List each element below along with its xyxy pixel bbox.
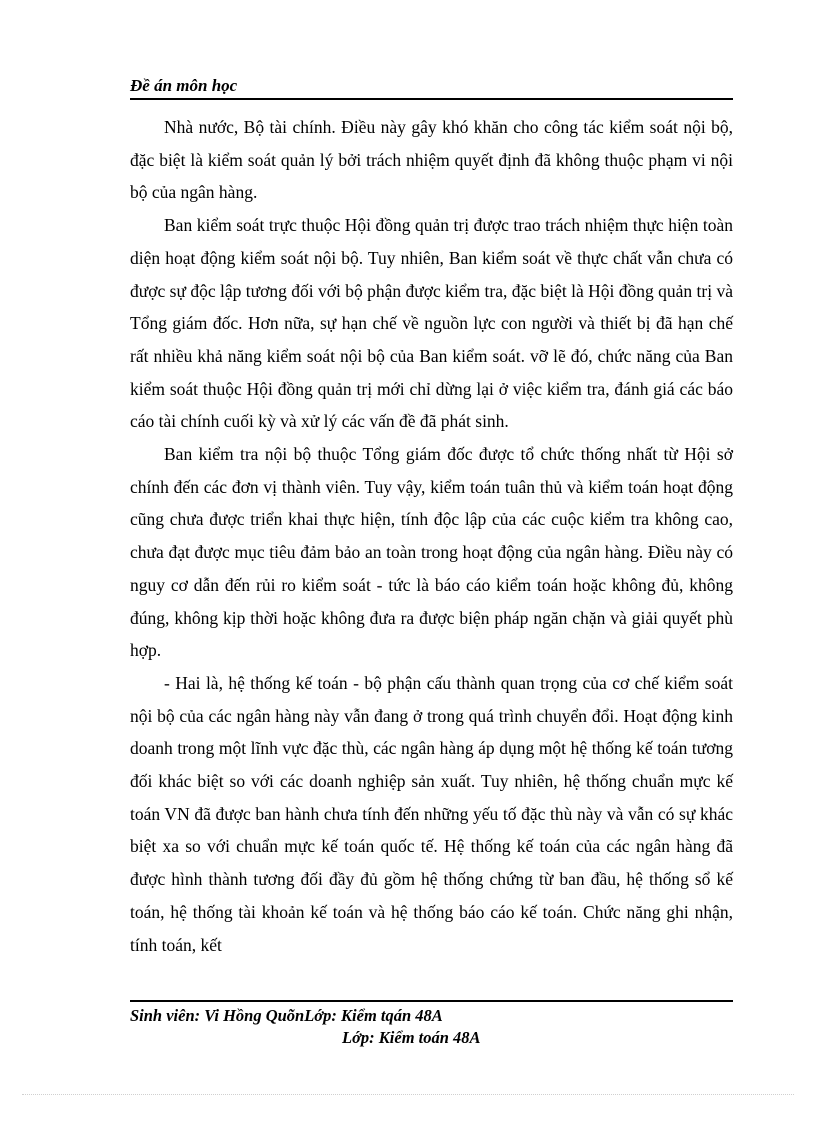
- page-edge-divider: [22, 1094, 794, 1095]
- paragraph: Ban kiểm soát trực thuộc Hội đồng quản trị được trao trách nhiệm thực hiện toàn diện hoạt động kiểm soát nội bộ. Tuy nhiên, Ban kiểm soát về thực chất vẫn chưa có được sự độc lập tương đối với bộ phận được kiểm tra, đặc biệt là Hội đồng quản trị và Tổng giám đốc. Hơn nữa, sự hạn chế về nguồn lực con người và thiết bị đã hạn chế rất nhiều khả năng kiểm soát nội bộ của Ban kiểm soát. vỡ lẽ đó, chức năng của Ban kiểm soát thuộc Hội đồng quản trị mới chỉ dừng lại ở việc kiểm tra, đánh giá các báo cáo tài chính cuối kỳ và xử lý các vấn đề đã phát sinh.: [130, 215, 733, 432]
- footer-class: Lớp: Kiểm toán 48A: [342, 1028, 481, 1047]
- header-title: Đề án môn học: [130, 76, 238, 95]
- paragraph: Ban kiểm tra nội bộ thuộc Tổng giám đốc được tổ chức thống nhất từ Hội sở chính đến các đơn vị thành viên. Tuy vậy, kiểm toán tuân thủ và kiểm toán hoạt động cũng chưa được triển khai thực hiện, tính độc lập của các cuộc kiểm tra không cao, chưa đạt được mục tiêu đảm bảo an toàn trong hoạt động của ngân hàng. Điều này có nguy cơ dẫn đến rủi ro kiểm soát - tức là báo cáo kiểm toán hoặc không đủ, không đúng, không kịp thời hoặc không đưa ra được biện pháp ngăn chặn và giải quyết phù hợp.: [130, 444, 733, 661]
- paragraph: - Hai là, hệ thống kế toán - bộ phận cấu thành quan trọng của cơ chế kiểm soát nội bộ của các ngân hàng này vẫn đang ở trong quá trình chuyển đổi. Hoạt động kinh doanh trong một lĩnh vực đặc thù, các ngân hàng áp dụng một hệ thống kế toán tương đối khác biệt so với các doanh nghiệp sản xuất. Tuy nhiên, hệ thống chuẩn mực kế toán VN đã được ban hành chưa tính đến những yếu tố đặc thù này và vẫn có sự khác biệt xa so với chuẩn mực kế toán quốc tế. Hệ thống kế toán của các ngân hàng đã được hình thành tương đối đầy đủ gồm hệ thống chứng từ ban đầu, hệ thống sổ kế toán, hệ thống tài khoản kế toán và hệ thống báo cáo kế toán. Chức năng ghi nhận, tính toán, kết: [130, 672, 733, 955]
- paragraph: Nhà nước, Bộ tài chính. Điều này gây khó khăn cho công tác kiểm soát nội bộ, đặc biệt là kiểm soát quản lý bởi trách nhiệm quyết định đã không thuộc phạm vi nội bộ của ngân hàng.: [130, 117, 733, 203]
- footer-divider: [130, 1000, 733, 1002]
- page-header: [130, 76, 733, 100]
- body-text: [130, 111, 733, 961]
- footer-student: Sinh viên: Vi Hồng QuõnLớp: Kiểm tqán 48A: [130, 1006, 443, 1025]
